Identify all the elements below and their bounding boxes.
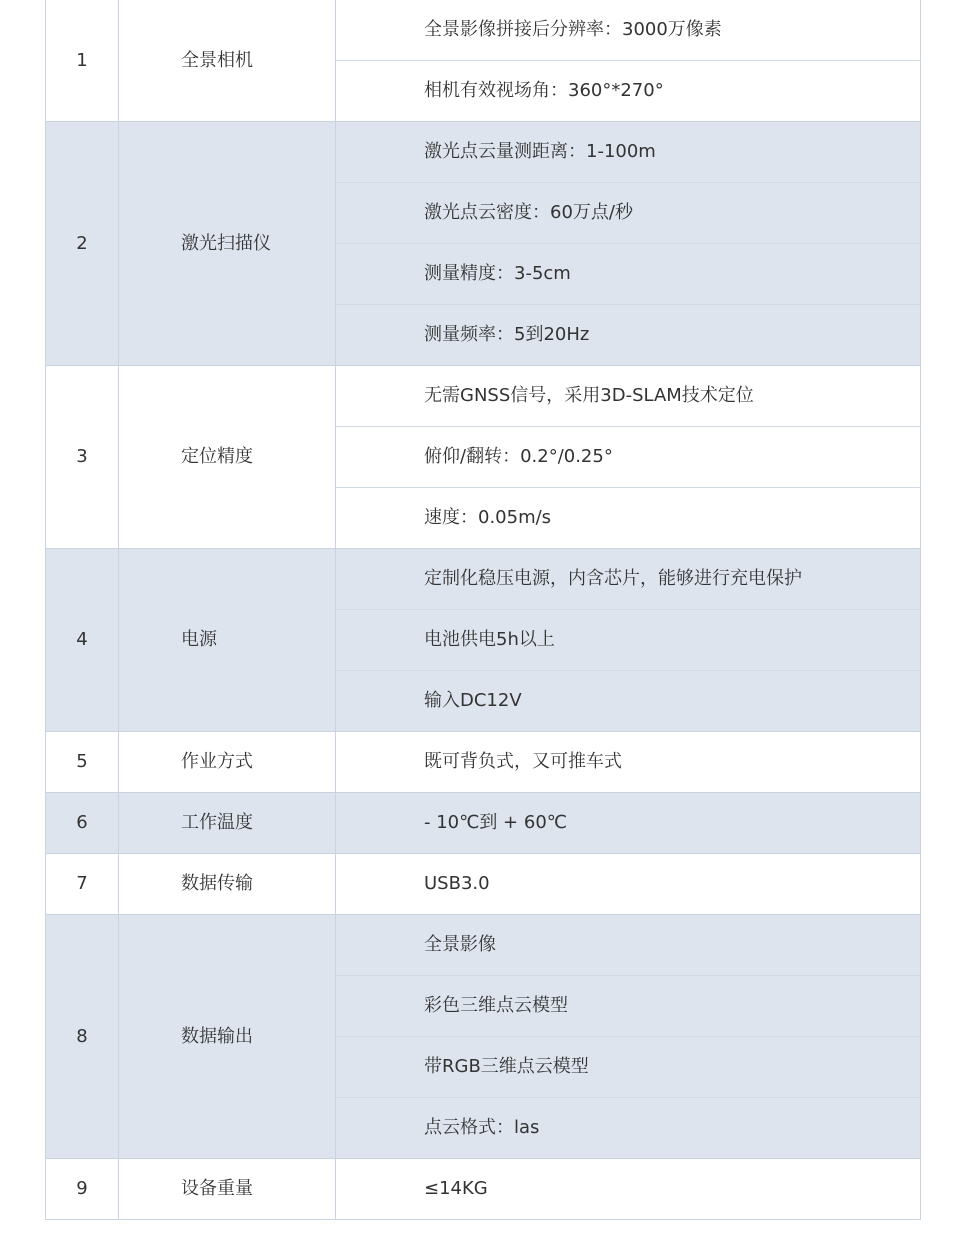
item-number: 9 — [46, 1159, 119, 1220]
item-parameter: 测量精度：3-5cm — [336, 244, 921, 305]
item-name: 设备重量 — [119, 1159, 336, 1220]
item-parameter: 速度：0.05m/s — [336, 488, 921, 549]
item-number: 8 — [46, 915, 119, 1159]
item-parameter: 测量频率：5到20Hz — [336, 305, 921, 366]
item-parameter: 全景影像 — [336, 915, 921, 976]
item-number: 4 — [46, 549, 119, 732]
item-parameter: 输入DC12V — [336, 671, 921, 732]
spec-table-body — [46, 0, 921, 1220]
item-number: 6 — [46, 793, 119, 854]
item-parameter: 电池供电5h以上 — [336, 610, 921, 671]
table-row — [46, 915, 921, 976]
spec-table — [45, 0, 921, 1220]
item-parameter: USB3.0 — [336, 854, 921, 915]
item-number: 1 — [46, 0, 119, 122]
table-row — [46, 549, 921, 610]
item-name: 数据输出 — [119, 915, 336, 1159]
item-name: 定位精度 — [119, 366, 336, 549]
item-parameter: 定制化稳压电源，内含芯片，能够进行充电保护 — [336, 549, 921, 610]
item-parameter: ≤14KG — [336, 1159, 921, 1220]
item-number: 5 — [46, 732, 119, 793]
item-parameter: 激光点云量测距离：1-100m — [336, 122, 921, 183]
item-parameter: 无需GNSS信号，采用3D-SLAM技术定位 — [336, 366, 921, 427]
item-parameter: - 10℃到 + 60℃ — [336, 793, 921, 854]
table-row — [46, 122, 921, 183]
item-parameter: 相机有效视场角：360°*270° — [336, 61, 921, 122]
table-row — [46, 854, 921, 915]
table-row — [46, 366, 921, 427]
item-name: 工作温度 — [119, 793, 336, 854]
item-number: 7 — [46, 854, 119, 915]
item-name: 全景相机 — [119, 0, 336, 122]
item-parameter: 既可背负式，又可推车式 — [336, 732, 921, 793]
item-parameter: 激光点云密度：60万点/秒 — [336, 183, 921, 244]
item-parameter: 俯仰/翻转：0.2°/0.25° — [336, 427, 921, 488]
item-name: 激光扫描仪 — [119, 122, 336, 366]
item-name: 作业方式 — [119, 732, 336, 793]
item-parameter: 彩色三维点云模型 — [336, 976, 921, 1037]
item-parameter: 带RGB三维点云模型 — [336, 1037, 921, 1098]
table-row — [46, 1159, 921, 1220]
table-row — [46, 793, 921, 854]
item-number: 2 — [46, 122, 119, 366]
table-row — [46, 0, 921, 61]
item-name: 电源 — [119, 549, 336, 732]
item-parameter: 点云格式：las — [336, 1098, 921, 1159]
item-name: 数据传输 — [119, 854, 336, 915]
item-parameter: 全景影像拼接后分辨率：3000万像素 — [336, 0, 921, 61]
item-number: 3 — [46, 366, 119, 549]
table-row — [46, 732, 921, 793]
